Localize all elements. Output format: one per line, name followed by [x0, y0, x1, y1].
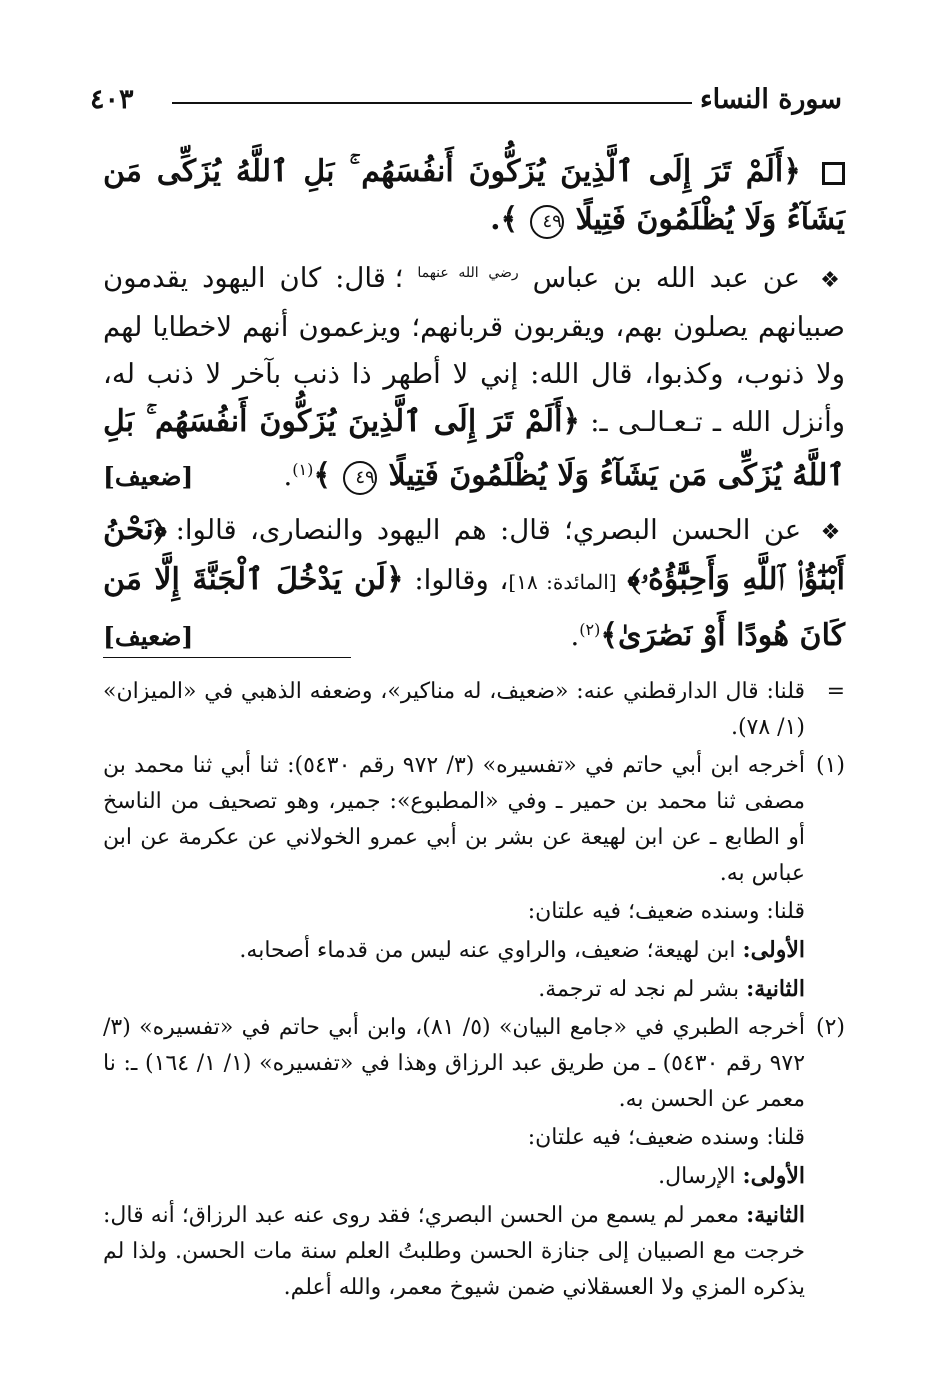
verse-number-circle: ٤٩	[530, 205, 564, 239]
footnote-continuation-text: قلنا: قال الدارقطني عنه: «ضعيف، له مناكير»، وضعفه الذهبي في «الميزان» (١/ ٧٨).	[103, 679, 805, 740]
second-label: الثانية:	[746, 1202, 806, 1228]
page-number: ٤٠٣	[90, 84, 134, 115]
hadith-2-end: .	[570, 620, 580, 653]
grade-label: [ضعيف]	[103, 462, 194, 492]
first-text: ابن لهيعة؛ ضعيف، والراوي عنه ليس من قدماء أصحابه.	[239, 938, 736, 963]
footnote-2-text: أخرجه الطبري في «جامع البيان» (٥/ ٨١)، وابن أبي حاتم في «تفسيره» (٣/ ٩٧٢ رقم ٥٤٣٠) ـ من طريق عبد الرزاق وهذا في «تفسيره» (١/ ١/ ١٦٤) ـ: نا معمر عن الحسن به.	[103, 1015, 806, 1112]
page-header	[90, 84, 842, 124]
footnote-1-text: أخرجه ابن أبي حاتم في «تفسيره» (٣/ ٩٧٢ رقم ٥٤٣٠): ثنا أبي ثنا محمد بن مصفى ثنا محمد بن حمير ـ وفي «المطبوع»: جمير، وهو تصحيف من الناسخ أو الطابع ـ عن ابن لهيعة عن بشر بن أبي عمرو الخولاني عن عكرمة عن ابن عباس به.	[103, 753, 805, 886]
footnote-2-second-reason	[103, 1197, 845, 1306]
surah-title: سورة النساء	[699, 84, 842, 115]
hadith-2-text-b: ، وقالوا:	[414, 564, 509, 597]
hadith-1-text-a: عن عبد الله بن عباس	[532, 262, 801, 295]
diamond-bullet-icon: ❖	[820, 520, 845, 546]
hadith-1	[103, 250, 845, 500]
grade-label: [ضعيف]	[103, 622, 194, 652]
diamond-bullet-icon: ❖	[820, 268, 846, 294]
verse-block	[103, 148, 845, 244]
verse-number-circle: ٤٩	[343, 461, 377, 495]
second-label: الثانية:	[746, 976, 805, 1002]
hadith-2-quran-a: ﴿نَحْنُ أَبْنَٰٓؤُا۟ ٱللَّهِ وَأَحِبَّٰٓؤُهُۥ﴾	[103, 512, 845, 598]
footnote-continuation	[103, 674, 845, 746]
first-label: الأولى:	[742, 1163, 805, 1189]
checkbox-icon	[822, 162, 845, 185]
hadith-2-text-a: عن الحسن البصري؛ قال: هم اليهود والنصارى، قالوا:	[175, 514, 802, 547]
main-text	[103, 148, 845, 660]
footnote-ref-1[interactable]: (١)	[292, 460, 314, 480]
footnote-ref-2[interactable]: (٢)	[579, 620, 601, 640]
hadith-1-quran: ﴿أَلَمْ تَرَ إِلَى ٱلَّذِينَ يُزَكُّونَ أَنفُسَهُم ۚ بَلِ ٱللَّهُ يُزَكِّى مَن يَشَآءُ وَلَا يُظْلَمُونَ فَتِيلًا	[103, 404, 845, 494]
second-text: معمر لم يسمع من الحسن البصري؛ فقد روى عنه عبد الرزاق؛ أنه قال: خرجت مع الصبيان إلى جنازة الحسن وطلبتُ العلم سنة مات الحسن. ولذا لم يذكره المزي ولا العسقلاني ضمن شيوخ معمر، والله أعلم.	[103, 1203, 805, 1300]
honorific-symbol: رضي الله عنهما	[417, 265, 519, 281]
footnote-2	[103, 1010, 845, 1118]
hadith-2	[103, 506, 845, 660]
continuation-mark: =	[826, 679, 845, 704]
footnote-2-first-reason	[103, 1158, 845, 1195]
footnote-1	[103, 748, 845, 892]
footnote-1-second-reason	[103, 971, 845, 1008]
first-label: الأولى:	[742, 937, 805, 963]
hadith-1-quran-close: ﴾	[313, 458, 331, 494]
hadith-1-text-b: ؛ قال: كان اليهود يقدمون صبيانهم يصلون بهم، ويقربون قربانهم؛ ويزعمون أنهم لاخطايا لهم ولا ذنوب، وكذبوا، قال الله: إني لا أطهر ذا ذنب بآخر لا ذنب له، وأنزل الله ـ تـعـالـى ـ:	[103, 262, 846, 439]
footnote-separator	[103, 657, 351, 658]
hadith-2-quran-b: ﴿لَن يَدْخُلَ ٱلْجَنَّةَ إِلَّا مَن كَانَ هُودًا أَوْ نَصَٰرَىٰ﴾	[103, 562, 845, 654]
footnotes	[103, 674, 845, 1308]
footnote-2-mark: (٢)	[815, 1015, 845, 1040]
footnote-1-mark: (١)	[815, 753, 845, 778]
hadith-2-ref: [المائدة: ١٨]	[508, 570, 617, 595]
footnote-1-first-reason	[103, 932, 845, 969]
verse-close: ﴾.	[490, 202, 519, 237]
first-text: الإرسال.	[658, 1164, 736, 1189]
footnote-2-assessment	[103, 1120, 845, 1156]
header-rule	[172, 102, 692, 104]
verse-text: ﴿أَلَمْ تَرَ إِلَى ٱلَّذِينَ يُزَكُّونَ أَنفُسَهُم ۚ بَلِ ٱللَّهُ يُزَكِّى مَن يَشَآءُ وَلَا يُظْلَمُونَ فَتِيلًا	[103, 154, 845, 237]
hadith-1-end: .	[283, 460, 293, 493]
footnote-1-assessment	[103, 894, 845, 930]
footnote-2-assessment-text: قلنا: وسنده ضعيف؛ فيه علتان:	[527, 1125, 805, 1150]
footnote-1-assessment-text: قلنا: وسنده ضعيف؛ فيه علتان:	[527, 899, 805, 924]
second-text: بشر لم نجد له ترجمة.	[538, 977, 740, 1002]
